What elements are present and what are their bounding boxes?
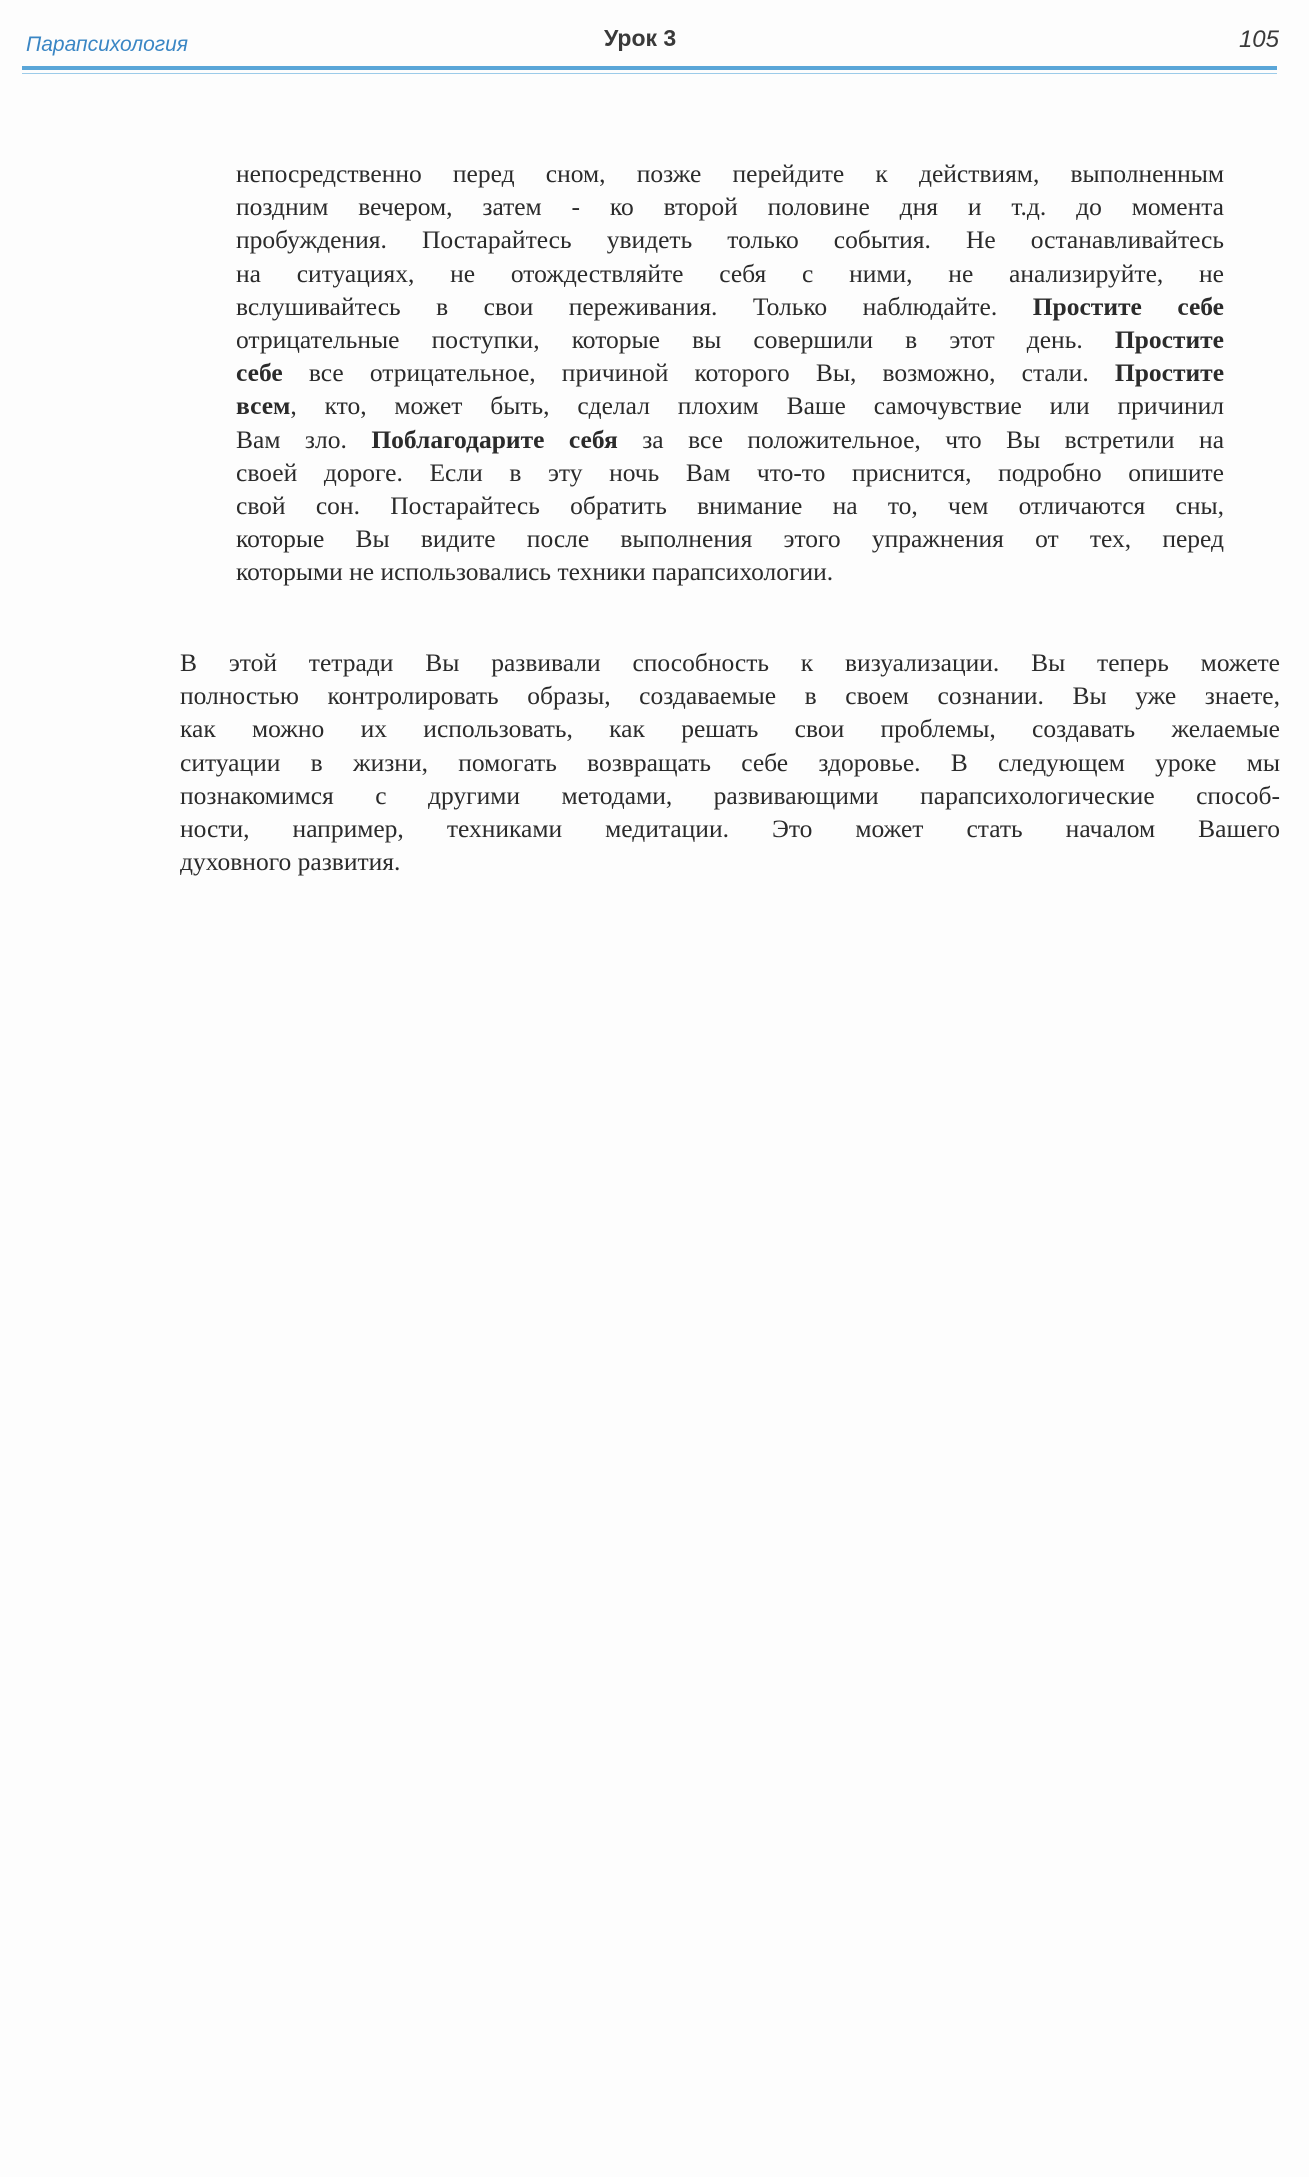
paragraph-conclusion [180, 646, 1280, 878]
paragraph-exercise [236, 157, 1224, 589]
text-run: которыми не использовались техники парапсихологии. [236, 557, 834, 587]
text-line: как можно их использовать, как решать свои проблемы, создавать желаемые [180, 714, 1280, 744]
page-number: 105 [1238, 26, 1279, 53]
text-line: В этой тетради Вы развивали способность к визуализации. Вы теперь можете [180, 648, 1280, 677]
page-header [0, 0, 1309, 80]
emphasis-text: Простите себе [1032, 291, 1225, 321]
text-run: на ситуациях, не отождествляйте себя с ними, не анализируйте, не [236, 258, 1224, 288]
book-title: Парапсихология [26, 33, 189, 56]
text-line [236, 157, 1224, 190]
text-line [236, 190, 1224, 223]
text-run: которые Вы видите после выполнения этого упражнения от тех, перед [236, 524, 1224, 554]
text-line: познакомимся с другими методами, развивающими парапсихологические способ- [180, 780, 1280, 810]
text-line [236, 522, 1224, 555]
text-line [236, 223, 1224, 256]
emphasis-text: себе [236, 358, 283, 388]
text-line [236, 456, 1224, 489]
emphasis-text: Простите [1114, 358, 1225, 388]
emphasis-text: Простите [1114, 325, 1224, 355]
text-run: своей дороге. Если в эту ночь Вам что-то приснится, подробно опишите [236, 457, 1224, 487]
text-line [236, 257, 1224, 290]
text-run: все отрицательное, причиной которого Вы, возможно, стали. [308, 358, 1089, 388]
text-run: Вам зло. [236, 424, 347, 454]
text-line [236, 555, 1224, 588]
text-run: вслушивайтесь в свои переживания. Только наблюдайте. [236, 291, 998, 321]
text-line: ситуации в жизни, помогать возвращать себе здоровье. В следующем уроке мы [180, 747, 1280, 777]
text-run: отрицательные поступки, которые вы совершили в этот день. [236, 325, 1083, 355]
emphasis-text: всем [236, 391, 291, 421]
header-divider [22, 66, 1277, 70]
paragraph-text [236, 157, 1224, 589]
text-run: свой сон. Постарайтесь обратить внимание на то, чем отличаются сны, [236, 491, 1224, 521]
paragraph-text [180, 646, 1280, 878]
text-run: за все положительное, что Вы встретили на [642, 424, 1225, 454]
text-line: полностью контролировать образы, создаваемые в своем сознании. Вы уже знаете, [180, 681, 1280, 711]
text-line [236, 389, 1224, 422]
text-run: поздним вечером, затем - ко второй половине дня и т.д. до момента [236, 192, 1224, 222]
text-run: пробуждения. Постарайтесь увидеть только события. Не останавливайтесь [236, 225, 1224, 255]
lesson-title: Урок 3 [604, 25, 677, 51]
header-divider-thin [22, 73, 1277, 74]
text-line [236, 290, 1224, 323]
text-line [236, 489, 1224, 522]
text-line [236, 323, 1224, 356]
text-line: ности, например, техниками медитации. Это может стать началом Вашего [180, 814, 1280, 844]
text-run: , кто, может быть, сделал плохим Ваше самочувствие или причинил [290, 391, 1224, 421]
text-line [236, 356, 1224, 389]
text-line [236, 423, 1224, 456]
emphasis-text: Поблагодарите себя [371, 424, 618, 454]
text-line: духовного развития. [180, 847, 401, 877]
text-run: непосредственно перед сном, позже перейдите к действиям, выполненным [236, 159, 1224, 188]
